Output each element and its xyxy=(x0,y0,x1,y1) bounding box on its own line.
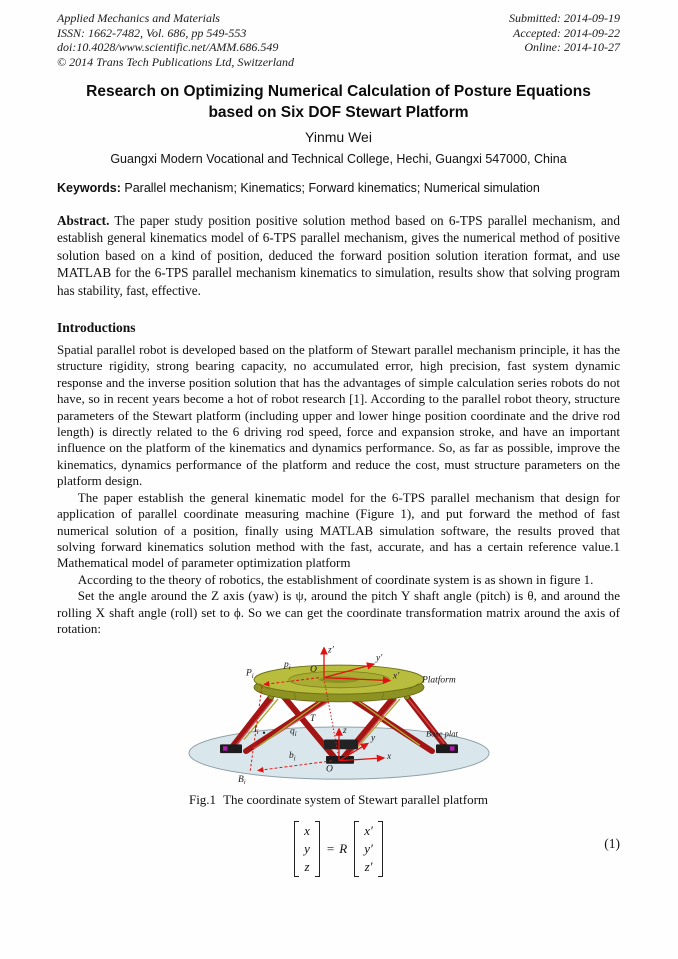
l-dot xyxy=(262,732,264,734)
lhs-x: x xyxy=(304,823,310,839)
paragraph-2: The paper establish the general kinematic model for the 6-TPS parallel mechanism that design for application of parallel coordinate measuring machine (Figure 1), and put forward the method of fast numerical solution of a position, finally using MATLAB simulation software, the results proved that solving forward kinematics solution method with the fast, accurate, and has a certain reference value.1 Mathematical model of parameter optimization platform xyxy=(57,489,620,571)
rhs-vector xyxy=(354,821,383,877)
keywords-label: Keywords: xyxy=(57,181,121,195)
right-bracket xyxy=(378,821,383,877)
journal-info xyxy=(57,11,294,69)
lhs-z: z xyxy=(304,859,310,875)
author-affiliation: Guangxi Modern Vocational and Technical College, Hechi, Guangxi 547000, China xyxy=(110,152,567,166)
journal-copyright: © 2014 Trans Tech Publications Ltd, Switzerland xyxy=(57,54,295,69)
origin-bottom-label: O xyxy=(325,764,333,775)
paper-title-line1: Research on Optimizing Numerical Calculation of Posture Equations xyxy=(86,83,591,100)
rotation-matrix-symbol: R xyxy=(339,841,348,857)
rhs-y-prime: y′ xyxy=(364,841,373,857)
leg-l-label: $l_i$ xyxy=(253,725,259,737)
accepted-date: Accepted: 2014-09-22 xyxy=(513,25,620,40)
figure-caption xyxy=(57,791,620,808)
translation-label: T xyxy=(309,714,315,725)
equals-sign: = xyxy=(326,841,335,857)
axis-z-top-label: z′ xyxy=(327,645,334,656)
journal-name: Applied Mechanics and Materials xyxy=(57,11,220,25)
vector-b-label: $b_i$ xyxy=(288,751,296,763)
leg-q-label: $q_i$ xyxy=(289,727,297,739)
rhs-cells xyxy=(359,821,378,877)
figure-caption-prefix: Fig.1 xyxy=(188,792,217,808)
figure-1 xyxy=(57,639,620,789)
lhs-vector xyxy=(294,821,320,877)
lhs-cells xyxy=(299,821,315,877)
abstract-text: The paper study position positive solution method based on 6-TPS parallel mechanism, and establish general kinematics model of 6-TPS parallel mechanism, gives the numerical method of positive solution based on a kind of position, deduced the forward position solution iteration format, and use MATLAB for the 6-TPS parallel mechanism kinematics to simulation, results show that solving program has stability, fast, effective. xyxy=(57,213,620,298)
journal-issn: ISSN: 1662-7482, Vol. 686, pp 549-553 xyxy=(57,25,247,40)
paper-title-line2: based on Six DOF Stewart Platform xyxy=(208,103,469,121)
paragraph-4: Set the angle around the Z axis (yaw) is ψ, around the pitch Y shaft angle (pitch) is θ, and around the rolling X shaft angle (roll) set to ϕ. So we can get the coordinate transformation matrix around the axis of rotation: xyxy=(57,588,620,636)
figure-caption-text: The coordinate system of Stewart parallel platform xyxy=(223,792,489,808)
paper-title xyxy=(57,82,620,123)
submitted-date: Submitted: 2014-09-19 xyxy=(509,11,620,25)
paragraph-1: Spatial parallel robot is developed based on the platform of Stewart parallel mechanism principle, it has the structure rigidity, strong bearing capacity, no accumulated error, high precision, fast system dynamic response and the inverse position solution that has the advantages of simple calculation series robots do not have, so in recent years become a hot of robot research [1]. According to the parallel robot theory, structure parameters of the Stewart platform (including upper and lower hinge position coordinate and the drive rod length) is directly related to the 6 driving rod speed, force and expansion stroke, and have an important influence on the platform of the kinematics and dynamics performance. So, as far as possible, improve the kinematics, dynamics performance of the platform and reduce the cost, must structure parameters on the platform design. xyxy=(57,342,620,489)
section-heading-introductions: Introductions xyxy=(57,320,136,336)
axis-y-bottom-label: y xyxy=(370,733,375,744)
platform-label: Platform xyxy=(421,675,456,686)
journal-doi: doi:10.4028/www.scientific.net/AMM.686.549 xyxy=(57,40,279,54)
equation-1 xyxy=(57,816,620,882)
stewart-platform-figure xyxy=(174,639,504,784)
point-B-label: $B_i$ xyxy=(237,775,246,785)
abstract xyxy=(57,212,620,299)
paragraph-3: According to the theory of robotics, the establishment of coordinate system is as shown in figure 1. xyxy=(77,571,594,587)
point-P-label: $P_i$ xyxy=(245,669,254,681)
axis-z-bottom-label: z xyxy=(342,726,347,737)
abstract-label: Abstract. xyxy=(57,213,110,228)
lhs-y: y xyxy=(304,841,310,857)
axis-x-bottom-label: x xyxy=(386,752,391,763)
equals-R xyxy=(327,841,347,857)
rhs-z-prime: z′ xyxy=(364,859,373,875)
author-name: Yinmu Wei xyxy=(305,129,372,145)
rhs-x-prime: x′ xyxy=(364,823,373,839)
base-plate-label: Base plat xyxy=(425,730,458,739)
equation-number: (1) xyxy=(604,836,620,852)
platform-body xyxy=(254,665,424,702)
keywords-text: Parallel mechanism; Kinematics; Forward kinematics; Numerical simulation xyxy=(120,181,540,195)
right-bracket xyxy=(315,821,320,877)
online-date: Online: 2014-10-27 xyxy=(524,40,620,54)
axis-x-top-label: x′ xyxy=(392,672,399,682)
journal-header xyxy=(57,11,620,69)
submission-dates xyxy=(509,11,620,69)
keywords-line xyxy=(57,180,620,196)
equation-body xyxy=(57,816,620,882)
vector-p-label: $p_i$ xyxy=(283,660,291,672)
origin-top-label: O xyxy=(309,665,317,676)
axis-y-top-label: y′ xyxy=(375,653,382,664)
